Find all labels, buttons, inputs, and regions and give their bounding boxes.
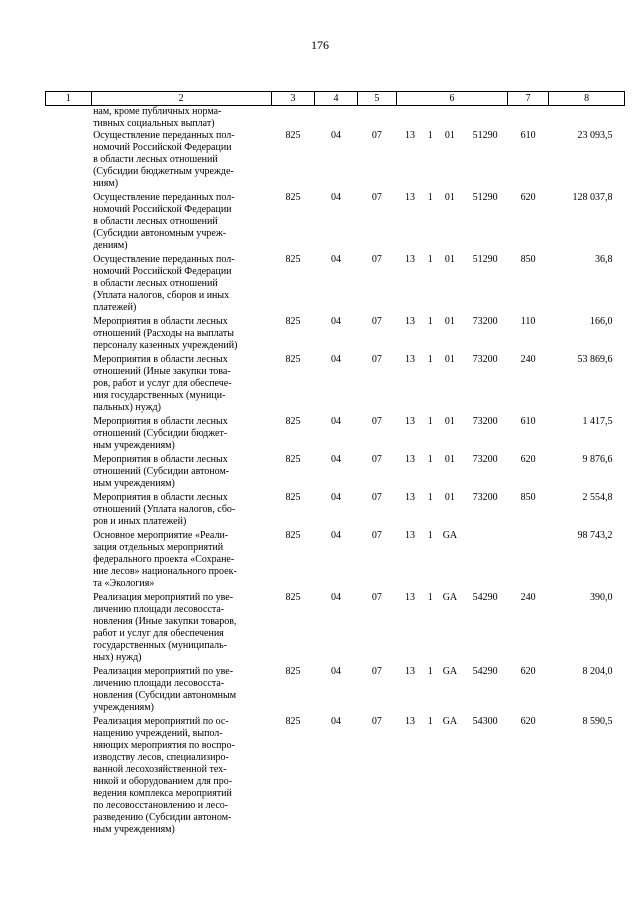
row-subprogram-code: 1 [427, 592, 433, 603]
row-col-1 [46, 192, 92, 254]
row-name-line: Мероприятия в области лесных [93, 492, 228, 503]
row-subsection-code: 04 [331, 254, 341, 265]
row-direction-code: 54300 [472, 716, 498, 727]
row-name-line: пальных) нужд) [93, 402, 161, 413]
row-subsection-code: 04 [331, 130, 341, 141]
row-direction-code: 73200 [472, 354, 498, 365]
row-name-line: в области лесных отношений [93, 278, 218, 289]
row-name-line: Мероприятия в области лесных [93, 416, 228, 427]
row-name-line: ров и иных платежей) [93, 516, 187, 527]
row-expense-type-code: 850 [520, 254, 536, 265]
row-subsection2-code: 07 [371, 454, 382, 465]
row-col-1 [46, 416, 92, 454]
table-row [46, 492, 625, 530]
row-col-1 [46, 130, 92, 192]
row-direction-code: 73200 [472, 316, 498, 327]
row-name-line: отношений (Расходы на выплаты [93, 328, 234, 339]
row-name-line: ным учреждениям) [93, 478, 175, 489]
row-expense-type-code: 610 [520, 416, 536, 427]
row-section-code: 825 [285, 254, 301, 265]
row-amount: 36,8 [595, 254, 613, 265]
row-program-code: 13 [405, 454, 416, 465]
row-expense-type-code: 610 [520, 130, 536, 141]
row-subprogram-code: 1 [427, 316, 433, 327]
table-row [46, 666, 625, 716]
row-subsection2-code: 07 [371, 416, 382, 427]
row-expense-type-code: 240 [520, 592, 536, 603]
row-subsection2-code: 07 [371, 666, 382, 677]
row-event-code: 01 [444, 492, 455, 503]
row-subsection-code: 04 [331, 354, 341, 365]
row-name-line: номочий Российской Федерации [93, 204, 232, 215]
row-expense-type-code: 620 [520, 666, 536, 677]
row-section-code: 825 [285, 492, 301, 503]
row-col-1 [46, 716, 92, 838]
row-subprogram-code: 1 [427, 454, 433, 465]
table-row [46, 354, 625, 416]
table-header-row [46, 92, 625, 106]
row-event-code: GA [442, 716, 458, 727]
row-name-line: ных) нужд) [93, 652, 142, 663]
row-name-line: по лесовосстановлению и лесо- [93, 800, 229, 811]
row-program-code: 13 [405, 666, 416, 677]
row-section-code: 825 [285, 716, 301, 727]
table-body [46, 106, 625, 839]
row-name-line: Реализация мероприятий по уве- [93, 666, 234, 677]
row-amount: 166,0 [590, 316, 613, 327]
row-amount: 9 876,6 [582, 454, 613, 465]
row-name [91, 416, 271, 454]
row-program-code: 13 [405, 492, 416, 503]
table-row [46, 254, 625, 316]
header-col-6: 6 [397, 92, 508, 106]
row-name-line: новления (Субсидии автономным [93, 690, 237, 701]
row-col-1 [46, 592, 92, 666]
row-col-1 [46, 666, 92, 716]
row-name-line: дениям) [93, 240, 128, 251]
row-name-line: федерального проекта «Сохране- [93, 554, 235, 565]
row-subsection-code: 04 [331, 454, 341, 465]
row-col-1 [46, 530, 92, 592]
row-section-code: 825 [285, 130, 301, 141]
row-event-code: GA [442, 592, 458, 603]
row-col-1 [46, 454, 92, 492]
row-name-line: ным учреждениям) [93, 440, 175, 451]
row-name [91, 354, 271, 416]
row-event-code: GA [442, 530, 458, 541]
row-direction-code [463, 530, 508, 592]
row-subprogram-code: 1 [427, 254, 433, 265]
row-subsection-code: 04 [331, 492, 341, 503]
row-name-line: Мероприятия в области лесных [93, 316, 228, 327]
row-event-code: 01 [444, 316, 455, 327]
row-subsection-code: 04 [331, 192, 341, 203]
row-name-line: номочий Российской Федерации [93, 142, 232, 153]
row-expense-type-code: 240 [520, 354, 536, 365]
row-amount: 390,0 [590, 592, 613, 603]
table-row [46, 130, 625, 192]
row-expense-type-code: 850 [520, 492, 536, 503]
row-direction-code: 73200 [472, 416, 498, 427]
row-name [91, 316, 271, 354]
row-direction-code: 54290 [472, 666, 498, 677]
row-subsection2-code: 07 [371, 316, 382, 327]
row-subsection-code: 04 [331, 592, 341, 603]
row-subsection2-code: 07 [371, 192, 382, 203]
row-subprogram-code: 1 [427, 530, 433, 541]
row-subsection2-code: 07 [371, 716, 382, 727]
row-amount: 8 590,5 [582, 716, 613, 727]
budget-table [45, 91, 625, 838]
row-subprogram-code: 1 [427, 354, 433, 365]
row-program-code: 13 [405, 416, 416, 427]
row-col-1 [46, 254, 92, 316]
table-row [46, 592, 625, 666]
row-event-code: GA [442, 666, 458, 677]
row-direction-code: 73200 [472, 454, 498, 465]
header-col-2: 2 [91, 92, 271, 106]
row-expense-type-code: 620 [520, 454, 536, 465]
row-section-code: 825 [285, 530, 301, 541]
row-name-line: Осуществление переданных пол- [93, 254, 235, 265]
row-name-line: Мероприятия в области лесных [93, 454, 228, 465]
row-name-line: ным учреждениям) [93, 824, 175, 835]
row-name-line: учреждениям) [93, 702, 154, 713]
row-name-line: (Субсидии бюджетным учрежде- [93, 166, 234, 177]
row-name [91, 454, 271, 492]
row-event-code: 01 [444, 192, 455, 203]
row-name-line: Реализация мероприятий по уве- [93, 592, 234, 603]
header-col-3: 3 [271, 92, 315, 106]
row-subsection-code: 04 [331, 716, 341, 727]
row-name-line: отношений (Уплата налогов, сбо- [93, 504, 236, 515]
row-name [91, 666, 271, 716]
row-subprogram-code: 1 [427, 416, 433, 427]
row-subsection-code: 04 [331, 530, 341, 541]
row-name-line: отношений (Иные закупки това- [93, 366, 231, 377]
row-subsection-code: 04 [331, 416, 341, 427]
row-subprogram-code: 1 [427, 716, 433, 727]
row-expense-type-code [507, 530, 548, 592]
header-col-5: 5 [357, 92, 396, 106]
row-subsection2-code: 07 [371, 530, 382, 541]
row-name-line: Основное мероприятие «Реали- [93, 530, 229, 541]
row-name-line: ванной лесохозяйственной тех- [93, 764, 227, 775]
row-section-code: 825 [285, 454, 301, 465]
row-name [91, 192, 271, 254]
row-name-line: работ и услуг для обеспечения [93, 628, 224, 639]
row-event-code: 01 [444, 454, 455, 465]
row-col-1 [46, 492, 92, 530]
row-expense-type-code: 620 [520, 716, 536, 727]
row-section-code: 825 [285, 316, 301, 327]
row-name-line: зация отдельных мероприятий [93, 542, 224, 553]
row-program-code: 13 [405, 716, 416, 727]
row-name-line: (Субсидии автономным учреж- [93, 228, 227, 239]
row-direction-code: 73200 [472, 492, 498, 503]
row-section-code: 825 [285, 192, 301, 203]
table-row [46, 454, 625, 492]
row-name-line: отношений (Субсидии автоном- [93, 466, 230, 477]
row-amount: 8 204,0 [582, 666, 613, 677]
row-name-line: Осуществление переданных пол- [93, 192, 235, 203]
row-program-code: 13 [405, 192, 416, 203]
row-subsection2-code: 07 [371, 492, 382, 503]
row-name-line: отношений (Субсидии бюджет- [93, 428, 228, 439]
row-name-line: Мероприятия в области лесных [93, 354, 228, 365]
table-row [46, 192, 625, 254]
row-name-line: государственных (муниципаль- [93, 640, 228, 651]
row-name [91, 592, 271, 666]
row-direction-code: 51290 [472, 254, 498, 265]
row-direction-code: 51290 [472, 192, 498, 203]
table-row [46, 530, 625, 592]
header-col-1: 1 [46, 92, 92, 106]
row-name [91, 130, 271, 192]
row-name [91, 254, 271, 316]
row-amount: 23 093,5 [577, 130, 613, 141]
row-name-line: няющих мероприятия по воспро- [93, 740, 235, 751]
row-name-line: нащению учреждений, выпол- [93, 728, 223, 739]
row-expense-type-code: 110 [520, 316, 536, 327]
row-subprogram-code: 1 [427, 192, 433, 203]
row-program-code: 13 [405, 530, 416, 541]
row-program-code: 13 [405, 592, 416, 603]
row-subsection-code: 04 [331, 316, 341, 327]
row-name [91, 530, 271, 592]
row-amount: 53 869,6 [577, 354, 613, 365]
row-subsection2-code: 07 [371, 254, 382, 265]
row-section-code: 825 [285, 416, 301, 427]
row-name [91, 716, 271, 838]
row-name-line: Осуществление переданных пол- [93, 130, 235, 141]
row-program-code: 13 [405, 130, 416, 141]
row-name-line: Реализация мероприятий по ос- [93, 716, 229, 727]
row-section-code: 825 [285, 354, 301, 365]
row-amount: 2 554,8 [582, 492, 613, 503]
table-row [46, 316, 625, 354]
row-subsection-code: 04 [331, 666, 341, 677]
table-row [46, 416, 625, 454]
row-amount: 98 743,2 [577, 530, 613, 541]
row-direction-code: 54290 [472, 592, 498, 603]
continuation-line: нам, кроме публичных норма- [93, 106, 222, 117]
row-section-code: 825 [285, 592, 301, 603]
row-subsection2-code: 07 [371, 592, 382, 603]
row-name-line: личению площади лесовосста- [93, 678, 225, 689]
row-subprogram-code: 1 [427, 130, 433, 141]
row-subprogram-code: 1 [427, 666, 433, 677]
table-row [46, 716, 625, 838]
row-name-line: ния государственных (муници- [93, 390, 226, 401]
row-name-line: ров, работ и услуг для обеспече- [93, 378, 232, 389]
row-subsection2-code: 07 [371, 130, 382, 141]
row-name [91, 492, 271, 530]
row-name-line: ниям) [93, 178, 119, 189]
row-section-code: 825 [285, 666, 301, 677]
row-name-line: изводству лесов, специализиро- [93, 752, 229, 763]
row-amount: 128 037,8 [572, 192, 613, 203]
row-col-1 [46, 316, 92, 354]
row-name-line: новления (Иные закупки товаров, [93, 616, 237, 627]
row-name-line: разведению (Субсидии автоном- [93, 812, 232, 823]
row-program-code: 13 [405, 254, 416, 265]
row-event-code: 01 [444, 416, 455, 427]
continuation-line: тивных социальных выплат) [93, 118, 215, 129]
row-event-code: 01 [444, 130, 455, 141]
row-name-line: в области лесных отношений [93, 216, 218, 227]
row-subsection2-code: 07 [371, 354, 382, 365]
row-name-line: никой и оборудованием для про- [93, 776, 233, 787]
header-col-8: 8 [549, 92, 625, 106]
row-subprogram-code: 1 [427, 492, 433, 503]
header-col-7: 7 [507, 92, 548, 106]
row-name-line: номочий Российской Федерации [93, 266, 232, 277]
row-program-code: 13 [405, 316, 416, 327]
row-program-code: 13 [405, 354, 416, 365]
row-name-line: та «Экология» [93, 578, 155, 589]
page-number: 176 [311, 38, 329, 52]
row-direction-code: 51290 [472, 130, 498, 141]
row-name-line: персоналу казенных учреждений) [93, 340, 238, 351]
header-col-4: 4 [315, 92, 357, 106]
row-col-1 [46, 354, 92, 416]
row-name-line: ние лесов» национального проек- [93, 566, 237, 577]
row-name-line: личению площади лесовосста- [93, 604, 225, 615]
row-amount: 1 417,5 [582, 416, 613, 427]
continuation-text [91, 106, 271, 131]
row-name-line: (Уплата налогов, сборов и иных [93, 290, 230, 301]
continuation-row [46, 106, 625, 131]
row-name-line: ведения комплекса мероприятий [93, 788, 232, 799]
row-event-code: 01 [444, 354, 455, 365]
row-expense-type-code: 620 [520, 192, 536, 203]
row-name-line: в области лесных отношений [93, 154, 218, 165]
row-event-code: 01 [444, 254, 455, 265]
row-name-line: платежей) [93, 302, 137, 313]
